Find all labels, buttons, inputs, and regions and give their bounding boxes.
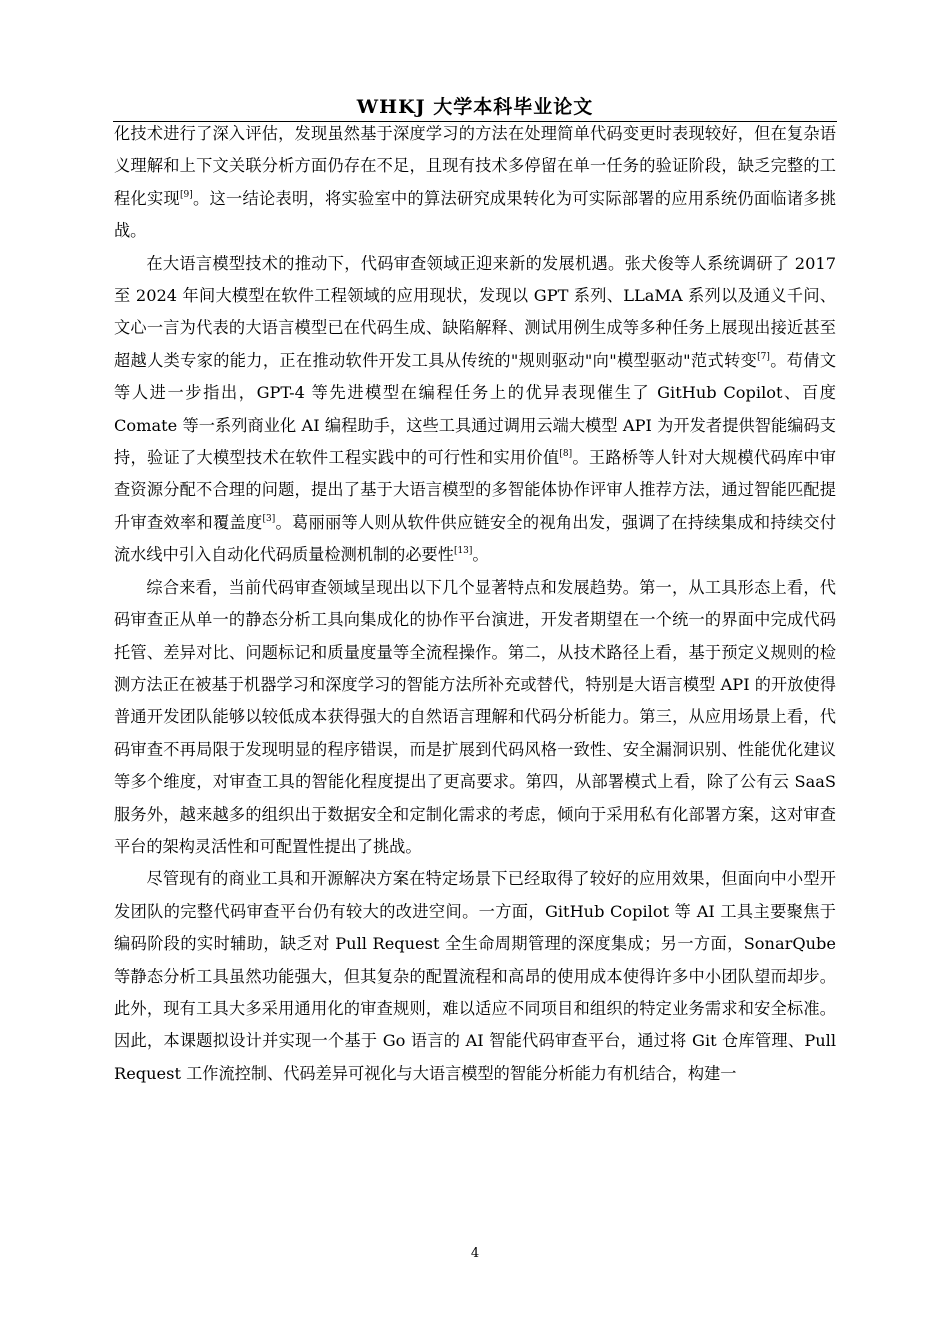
page-header-title: WHKJ 大学本科毕业论文	[356, 96, 594, 118]
text-run: 在大语言模型技术的推动下，代码审查领域正迎来新的发展机遇。张犬俊等人系统调研了 2017 至 2024 年间大模型在软件工程领域的应用现状，发现以 GPT 系列、LLaMA 系列以及通义千问、文心一言为代表的大语言模型已在代码生成、缺陷解释、测试用例生成等多种任务上展现出接近甚至超越人类专家的能力，正在推动软件开发工具从传统的"规则驱动"向"模型驱动"范式转变	[114, 253, 836, 370]
paragraph	[114, 118, 836, 248]
text-run: 。这一结论表明，将实验室中的算法研究成果转化为可实际部署的应用系统仍面临诸多挑战。	[114, 188, 837, 241]
text-run: 。	[472, 545, 489, 565]
paragraph	[114, 863, 836, 1090]
text-run: 化技术进行了深入评估，发现虽然基于深度学习的方法在处理简单代码变更时表现较好，但在复杂语义理解和上下文关联分析方面仍存在不足，且现有技术多停留在单一任务的验证阶段，缺乏完整的工程化实现	[114, 124, 836, 208]
citation-marker: [7]	[757, 351, 770, 362]
citation-marker: [9]	[179, 189, 193, 200]
citation-marker: [13]	[453, 546, 473, 557]
body-text	[114, 118, 836, 1090]
citation-marker: [8]	[559, 449, 573, 460]
text-run: 。王路桥等人针对大规模代码库中审查资源分配不合理的问题，提出了基于大语言模型的多智能体协作评审人推荐方法，通过智能匹配提升审查效率和覆盖度	[114, 448, 836, 532]
citation-marker: [3]	[262, 513, 276, 524]
paragraph	[114, 248, 836, 572]
text-run: 。苟倩文等人进一步指出，GPT-4 等先进模型在编程任务上的优异表现催生了 GitHub Copilot、百度 Comate 等一系列商业化 AI 编程助手，这些工具通过调用云端大模型 API 为开发者提供智能编码支持，验证了大模型技术在软件工程实践中的可行性和实用价值	[114, 350, 837, 468]
text-run: 。葛丽丽等人则从软件供应链安全的视角出发，强调了在持续集成和持续交付流水线中引入自动化代码质量检测机制的必要性	[114, 512, 837, 565]
text-run: 综合来看，当前代码审查领域呈现出以下几个显著特点和发展趋势。第一，从工具形态上看，代码审查正从单一的静态分析工具向集成化的协作平台演进，开发者期望在一个统一的界面中完成代码托管、差异对比、问题标记和质量度量等全流程操作。第二，从技术路径上看，基于预定义规则的检测方法正在被基于机器学习和深度学习的智能方法所补充或替代，特别是大语言模型 API 的开放使得普通开发团队能够以较低成本获得强大的自然语言理解和代码分析能力。第三，从应用场景上看，代码审查不再局限于发现明显的程序错误，而是扩展到代码风格一致性、安全漏洞识别、性能优化建议等多个维度，对审查工具的智能化程度提出了更高要求。第四，从部署模式上看，除了公有云 SaaS 服务外，越来越多的组织出于数据安全和定制化需求的考虑，倾向于采用私有化部署方案，这对审查平台的架构灵活性和可配置性提出了挑战。	[114, 577, 836, 856]
page-number: 4	[470, 1246, 480, 1261]
text-run: 尽管现有的商业工具和开源解决方案在特定场景下已经取得了较好的应用效果，但面向中小型开发团队的完整代码审查平台仍有较大的改进空间。一方面，GitHub Copilot 等 AI 工具主要聚焦于编码阶段的实时辅助，缺乏对 Pull Request 全生命周期管理的深度集成；另一方面，SonarQube 等静态分析工具虽然功能强大，但其复杂的配置流程和高昂的使用成本使得许多中小团队望而却步。此外，现有工具大多采用通用化的审查规则，难以适应不同项目和组织的特定业务需求和安全标准。因此，本课题拟设计并实现一个基于 Go 语言的 AI 智能代码审查平台，通过将 Git 仓库管理、Pull Request 工作流控制、代码差异可视化与大语言模型的智能分析能力有机结合，构建一	[114, 869, 836, 1083]
paragraph	[114, 572, 836, 864]
